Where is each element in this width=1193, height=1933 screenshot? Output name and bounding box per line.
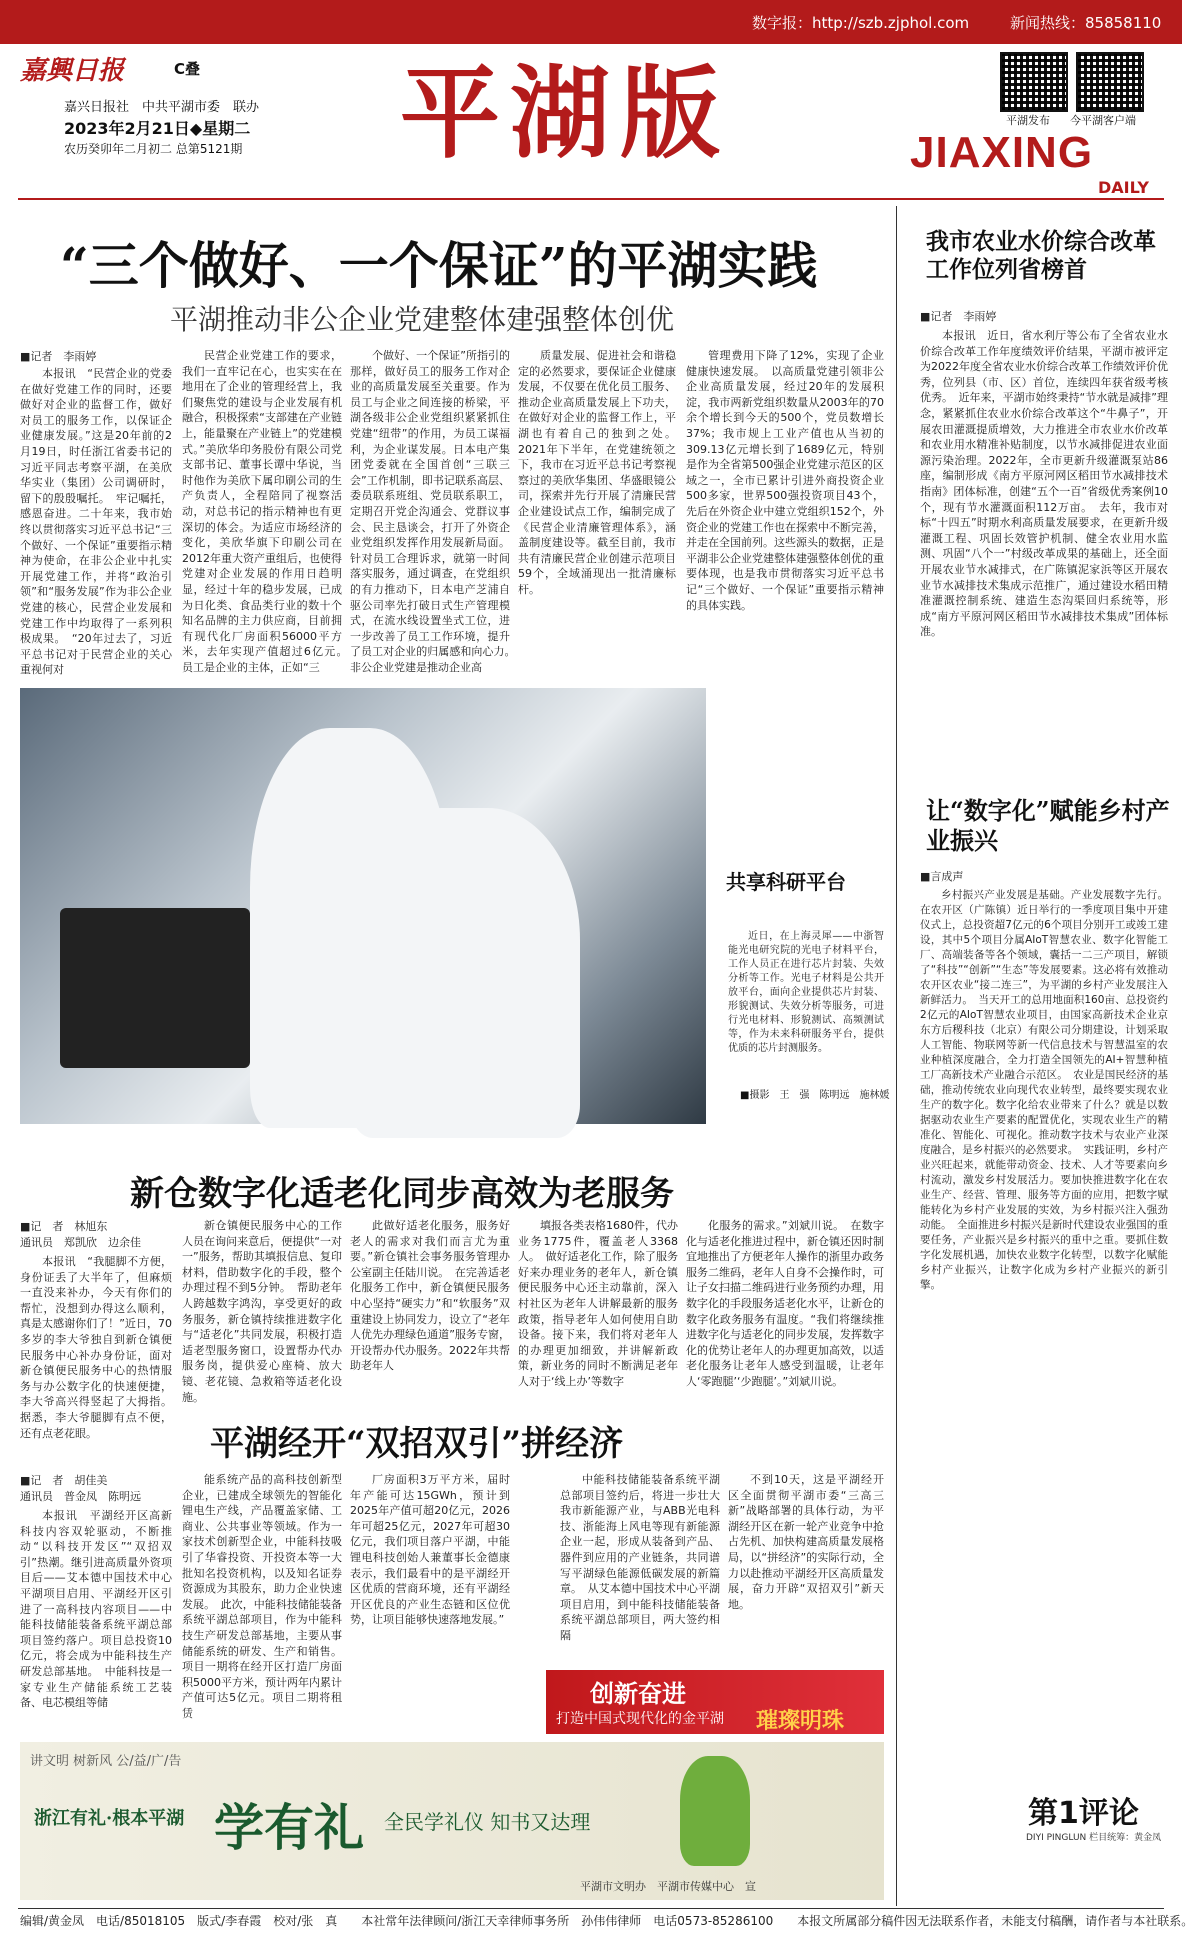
brand-english: JIAXING <box>910 128 1094 177</box>
story2-column-4: 填报各类表格1680件，代办业务1775件，覆盖老人3368人。 做好适老化工作，除了服务好来办理业务的老年人，新仓镇便民服务中心还主动靠前，深入村社区为老年人讲解最新的服务政策，指导老年人如何使用自助设备。接下来，我们将对老年人的办理更加细致，并讲解新政策，新业务的同时不断满足老年人对于‘线上办’等数字 <box>518 1219 678 1388</box>
right-story2-headline: 让“数字化”赋能乡村产业振兴 <box>926 796 1170 855</box>
story2-column-3: 此做好适老化服务，服务好老人的需求对我们而言尤为重要。”新仓镇社会事务服务管理办公室副主任陆川说。 在完善适老化服务工作中，新仓镇便民服务中心坚持“硬实力”和“软服务”双重建设上协同发力，设立了“老年人优先办理绿色通道”服务专窗，开设帮办代办服务。2022年共帮助老年人 <box>350 1219 510 1373</box>
issue-date: 2023年2月21日◆星期二 <box>64 119 251 138</box>
publisher-line: 嘉兴日报社 中共平湖市委 联办 <box>64 100 260 115</box>
right-story2-byline: ■言成声 <box>920 870 964 883</box>
story3-column-5: 不到10天，这是平湖经开区全面贯彻平湖市委“三高三新”战略部署的具体行动，为平湖经开区在新一轮产业竞争中抢占先机、加快构建高质量发展格局，以“拼经济”的实际行动，全力以赴推动平湖经开区高质量发展，奋力开辟“双招双引”新天地。 <box>728 1473 884 1611</box>
story3-byline-1: ■记 者 胡佳美 <box>20 1474 108 1487</box>
story3-byline-2: 通讯员 普金凤 陈明远 <box>20 1490 141 1503</box>
story2-headline: 新仓数字化适老化同步高效为老服务 <box>130 1174 674 1214</box>
ad-credit: 平湖市文明办 平湖市传媒中心 宣 <box>580 1880 756 1893</box>
ad-top-line: 讲文明 树新风 公/益/广/告 <box>30 1754 182 1769</box>
edition-letter: C叠 <box>174 60 201 78</box>
column-divider <box>896 206 897 1906</box>
qr1-label: 平湖发布 <box>1006 114 1050 127</box>
story3-column-3: 厂房面积3万平方米，届时年产能可达15GWh，预计到2025年产值可超20亿元，2026年可超25亿元，2027年可超30亿元，我们项目落户平湖，中能锂电科技创始人兼董事长金德康表示，我们最看中的是平湖经开区优质的营商环境，还有平湖经开区优良的产业生态链和区位优势，让项目能够快速落地发展。” <box>350 1473 510 1627</box>
story3-column-2: 能系统产品的高科技创新型企业，已建成全球领先的智能化锂电生产线，产品覆盖家储、工商业、公共事业等领域。作为一家技术创新型企业，中能科技吸引了华睿投资、开投资本等一大批知名投资机构，以及知名证券资源成为其股东，助力企业快速发展。 此次，中能科技储能装备系统平湖总部项目，作为中能科技生产研发总部基地，主要从事储能系统的研发、生产和销售。项目一期将在经开区打造厂房面积5000平方米，预计两年内累计产值可达5亿元。项目二期将租赁 <box>182 1473 342 1720</box>
story2-byline-1: ■记 者 林旭东 <box>20 1220 108 1233</box>
ad-mascot <box>680 1756 750 1866</box>
banner-subtitle: 打造中国式现代化的金平湖 <box>556 1711 724 1727</box>
photo-caption: 近日，在上海灵犀——中浙智能光电研究院的光电子材料平台，工作人员正在进行芯片封装、失效分析等工作。光电子材料是公共开放平台，面向企业提供芯片封装、形貌测试、失效分析等服务，可进行光电材料、形貌测试、高频测试等，作为未来科研服务平台，提供优质的芯片封测服务。 <box>728 931 884 1054</box>
lead-column-3: 个做好、一个保证”所指引的那样，做好员工的服务工作对企业的高质量发展至关重要。作为员工与企业之间连接的桥梁，平湖各级非公企业党组织紧紧抓住党建“纽带”的作用，为员工谋福利，为企业谋发展。日本电产集团党委就在全国首创“三联三会”工作机制，即书记联系高层、委员联系班组、党员联系职工，定期召开党企沟通会、党群议事会、民主恳谈会，打开了外资企业党组织发挥作用发展新局面。针对员工合理诉求，就第一时间落实服务，通过调查，在党组织的有力推动下，日本电产芝浦自驱公司率先打破日式生产管理模式，在流水线设置坐式工位，进一步改善了员工工作环境，提升了员工对企业的归属感和向心力。 非公企业党建是推动企业高 <box>350 349 521 674</box>
photo-credit: ■摄影 王 强 陈明远 施林媛 <box>740 1090 890 1101</box>
brand-daily: DAILY <box>1098 178 1149 197</box>
ad-left-text: 浙江有礼·根本平湖 <box>34 1808 185 1829</box>
photo-label: 共享科研平台 <box>726 870 846 894</box>
lead-column-1: 本报讯 “民营企业的党委在做好党建工作的同时，还要做好对企业的监督工作，做好对员工的服务工作，以保证企业健康发展。”这是20年前的2月19日，时任浙江省委书记的习近平同志考察平湖，在美欣华实业（集团）公司调研时，留下的殷殷嘱托。 牢记嘱托，感恩奋进。二十年来，我市始终以贯彻落实习近平总书记“三个做好、一个保证”重要指示精神为使命，在非公企业中扎实开展党建工作，并将“政治引领”和“服务发展”作为非公企业党建的核心，民营企业发展和党建工作中均取得了一系列积极成果。 “20年过去了，习近平总书记对于民营企业的关心重视何对 <box>20 367 172 677</box>
story3-headline: 平湖经开“双招双引”拼经济 <box>210 1424 624 1464</box>
banner-highlight: 璀璨明珠 <box>756 1709 845 1734</box>
ad-big-text: 学有礼 <box>214 1798 364 1857</box>
lab-photo <box>20 688 706 1124</box>
lead-byline: ■记者 李雨婷 <box>20 350 97 363</box>
pinglun-title: 第1评论 <box>1028 1796 1139 1831</box>
masthead-rule <box>18 198 1164 200</box>
story2-byline-2: 通讯员 郑凯欣 边余佳 <box>20 1236 141 1249</box>
public-service-ad <box>20 1742 884 1900</box>
promo-banner <box>546 1670 884 1734</box>
story2-column-5: 化服务的需求。”刘斌川说。 在数字化与适老化推进过程中，新仓镇还因时制宜地推出了方便老年人操作的浙里办政务服务二维码，老年人自身不会操作时，可让子女扫描二维码进行业务预约办理，用数字化的手段服务适老化水平，让新仓的数字化政务服务有温度。“我们将继续推进数字化与适老化的同步发展，发挥数字化的优势让老年人的办理更加高效，以适老化服务让老年人感受到温暖，让老年人‘零跑腿’‘少跑腿’。”刘斌川说。 <box>686 1219 884 1388</box>
story3-column-1: 本报讯 平湖经开区高新科技内容双轮驱动，不断推动“以科技开发区”“双招双引”热潮。继引进高质量外资项目后——艾本德中国技术中心平湖项目启用、平湖经开区引进了一高科技内容项目——中能科技储能装备系统平湖总部项目签约落户。项目总投资10亿元，将会成为中能科技生产研发总部基地。 中能科技是一家专业生产储能系统工艺装备、电芯模组等储 <box>20 1509 172 1710</box>
lead-column-2: 民营企业党建工作的要求，我们一直牢记在心，也实实在在地用在了企业的管理经营上，我们聚焦党的建设与企业发展有机融合，积极探索“支部建在产业链上，能量聚在产业链上”的党建模式。”美欣华印务股份有限公司党支部书记、董事长谭中华说，当时他作为美欣下属印刷公司的生产负责人，全程陪同了视察活动，对总书记的指示精神也有更深切的体会。为适应市场经济的变化，美欣华旗下印刷公司在2012年重大资产重组后，也使得党建对企业发展的作用日趋明显，经过十年的稳步发展，已成为日化类、食品类行业的数十个知名品牌的主力供应商，目前拥有现代化厂房面积56000平方米，去年实现产值超过6亿元。 员工是企业的主体，正如“三 <box>182 349 353 674</box>
right-story1-body: 本报讯 近日，省水利厅等公布了全省农业水价综合改革工作年度绩效评价结果，平湖市被评定为2022年度全省农业水价综合改革工作绩效评价优秀，位列县（市、区）首位，连续四年获省级考核优秀。 近年来，平湖市始终秉持“节水就是减排”理念，紧紧抓住农业水价综合改革这个“牛鼻子”，开展农田灌溉提质增效，大力推进全市农业水价改革和农业用水精准补贴制度，以节水减排促进农业面源污染治理。2022年，全市更新升级灌溉泵站86座，编制形成《南方平原河网区稻田节水减排技术指南》团体标准，创建“五个一百”省级优秀案例10个，现有节水灌溉面积112万亩。 去年，我市对标“十四五”时期水利高质量发展要求，在更新升级灌溉工程、巩固长效管护机制、健全农业用水监测、巩固“八个一”村级改革成果的基础上，还全面开展农业节水减排式，在广陈镇泥家浜等区开展农业节水减排技术集成示范推广，通过建设水稻田精准灌溉控制系统、建造生态沟渠回归系统等，形成“南方平原河网区稻田节水减排技术集成”团体标准。 <box>920 329 1168 639</box>
footer-rule <box>18 1908 1164 1909</box>
digital-edition-link[interactable]: 数字报：http://szb.zjphol.com <box>752 14 970 32</box>
story2-column-1: 本报讯 “我腿脚不方便，身份证丢了大半年了，但麻烦一直没来补办，今天有你们的帮忙，没想到办得这么顺利，真是太感谢你们了！”近日，70多岁的李大爷独自到新仓镇便民服务中心补办身份证，面对新仓镇便民服务中心的热情服务与办公数字化的快速便捷，李大爷高兴得竖起了大拇指。据悉，李大爷腿脚有点不便，还有点老花眼。 <box>20 1255 172 1440</box>
photo-machine <box>60 908 250 1068</box>
newspaper-logo: 嘉興日报 <box>20 56 125 86</box>
ad-right-text: 全民学礼仪 知书又达理 <box>384 1810 591 1834</box>
lead-headline: “三个做好、一个保证”的平湖实践 <box>60 236 818 295</box>
story3-column-4: 中能科技储能装备系统平湖总部项目签约后，将进一步壮大我市新能源产业，与ABB光电科技、浙能海上风电等现有新能源企业一起，形成从装备到产品、器件到应用的产业链条，共同谱写平湖绿色能源低碳发展的新篇章。 从艾本德中国技术中心平湖项目启用，到中能科技储能装备系统平湖总部项目，两大签约相隔 <box>560 1473 720 1642</box>
lead-subhead: 平湖推动非公企业党建整体建强整体创优 <box>170 303 675 336</box>
pinglun-subtitle: DIYI PINGLUN 栏目统筹：黄金凤 <box>1026 1833 1162 1843</box>
qr-code-app[interactable] <box>1076 52 1144 112</box>
lead-column-5: 管理费用下降了12%，实现了企业健康快速发展。 以高质量党建引领非公企业高质量发展，经过20年的发展积淀，我市两新党组织数量从2003年的70余个增长到今天的500个，党员数增长37%；我市规上工业产值也从当初的309.13亿元增长到了1689亿元，特别是作为全省第500强企业党建示范区的区域之一，全市已累计引进外商投资企业500多家，世界500强投资项目43个，先后在外资企业中建立党组织152个，外资企业的党建工作也在探索中不断完善，并走在全国前列。这些源头的数据，正是平湖非公企业党建整体建强整体创优的重要体现，也是我市贯彻落实习近平总书记“三个做好、一个保证”重要指示精神的具体实践。 <box>686 349 884 612</box>
qr2-label: 今平湖客户端 <box>1070 114 1136 127</box>
footer-text: 编辑/黄金凤 电话/85018105 版式/李春霞 校对/张 真 本社常年法律顾问/浙江天幸律师事务所 孙伟伟律师 电话0573-85286100 本报文所属部分稿件因无法联系作者，未能支付稿酬，请作者与本社联系。 <box>20 1914 1193 1928</box>
news-hotline: 新闻热线：85858110 <box>1010 14 1162 32</box>
banner-title: 创新奋进 <box>590 1679 686 1708</box>
right-story1-headline: 我市农业水价综合改革工作位列省榜首 <box>926 228 1156 283</box>
right-story2-body: 乡村振兴产业发展是基础。产业发展数字先行。在农开区（广陈镇）近日举行的一季度项目集中开建仪式上，总投资超7亿元的6个项目分别开工或竣工建设，其中5个项目分属AIoT智慧农业、数字化智能工厂、高端装备等各个领域，囊括一二三产项目，解锁了“科技”“创新”“生态”等发展要素。这必将有效推动农开区农业“接二连三”，为平湖的乡村产业发展注入新鲜活力。 当天开工的总用地面积160亩、总投资约2亿元的AIoT智慧农业项目，由国家高新技术企业京东方后稷科技（北京）有限公司分期建设，计划采取人工智能、物联网等新一代信息技术与智慧温室的农业种植深度融合，全力打造全国领先的AI+智慧种植工厂高新技术产业融合示范区。 农业是国民经济的基础，推动传统农业向现代农业转型，最终要实现农业生产的数字化。数字化给农业带来了什么？就是以数据驱动农业生产要素的配置优化，实现农业生产的精准化、智能化、可视化。推动数字技术与农业产业深度融合，是乡村振兴的必然要求。 实践证明，乡村产业兴旺起来，就能带动资金、技术、人才等要素向乡村流动，激发乡村发展活力。要加快推进数字化在农业生产、经营、管理、服务等方面的应用，把数字赋能转化为乡村产业发展的实效，为乡村振兴注入强劲动能。 全面推进乡村振兴是新时代建设农业强国的重要任务，产业振兴是乡村振兴的重中之重。要抓住数字化发展机遇，加快农业数字化转型，以数字化赋能乡村产业振兴，让数字化成为乡村产业振兴的新引擎。 <box>920 889 1168 1291</box>
photo-figure-2 <box>350 808 580 1138</box>
qr-code-pinghu[interactable] <box>1000 52 1068 112</box>
right-story1-byline: ■记者 李雨婷 <box>920 310 997 323</box>
story2-column-2: 新仓镇便民服务中心的工作人员在询问来意后，便提供“一对一”服务，帮助其填报信息、复印材料，借助数字化的手段，整个办理过程不到5分钟。 帮助老年人跨越数字鸿沟，享受更好的政务服务，新仓镇持续推进数字化与“适老化”共同发展，积极打造适老型服务窗口，设置帮办代办服务岗，提供爱心座椅、放大镜、老花镜、急救箱等适老化设施。 <box>182 1219 342 1404</box>
top-bar <box>0 0 1182 44</box>
edition-title: 平湖版 <box>400 54 730 172</box>
lead-column-4: 质量发展、促进社会和谐稳定的必然要求，要保证企业健康发展，不仅要在优化员工服务、推动企业高质量发展上下功夫，在做好对企业的监督工作上，平湖也有着自己的独到之处。2021年下半年，在党建统领之下，我市在习近平总书记考察视察过的美欣华集团、华盛眼镜公司，探索并先行开展了清廉民营企业建设试点工作，编制完成了《民营企业清廉管理体系》，涵盖制度建设等。截至目前，我市共有清廉民营企业创建示范项目59个，全域涌现出一批清廉标杆。 <box>518 349 676 596</box>
lunar-date: 农历癸卯年二月初二 总第5121期 <box>64 142 243 156</box>
